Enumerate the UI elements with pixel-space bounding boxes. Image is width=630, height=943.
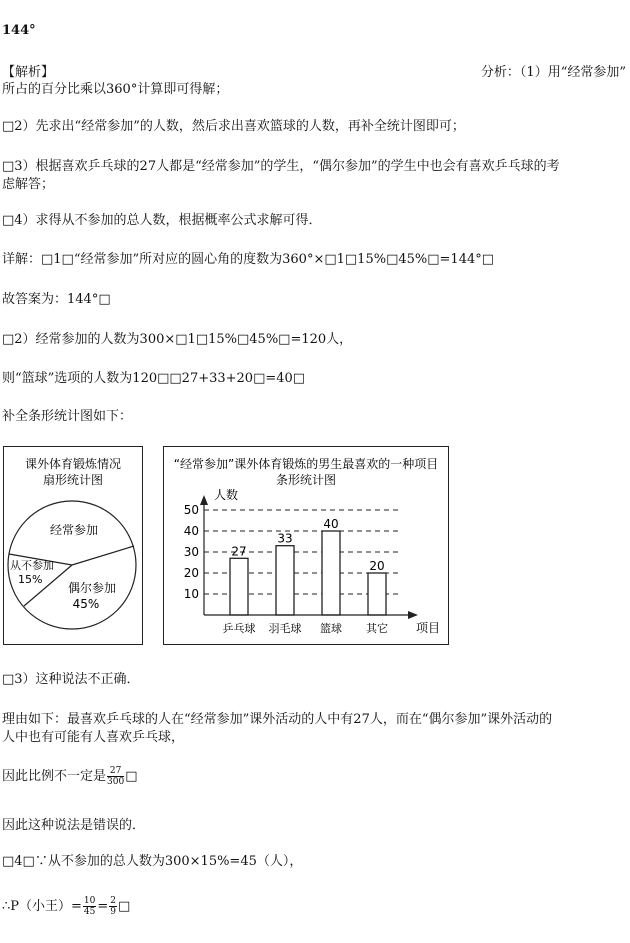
analysis-line-4: □4）求得从不参加的总人数，根据概率公式求解可得． — [2, 213, 322, 228]
fraction-2-9: $\frac{2}{9}$ — [110, 896, 117, 917]
category-label: 乒乓球 — [222, 622, 256, 635]
pie-label-often: 经常参加 — [49, 523, 99, 537]
top-answer: 144° — [2, 23, 36, 38]
bar-3 — [322, 531, 340, 615]
equals-sign: = — [97, 899, 109, 914]
bar-value-label: 40 — [323, 517, 339, 531]
analysis-line-3b: 虑解答； — [2, 177, 55, 192]
y-tick-label: 30 — [183, 545, 199, 559]
y-tick-label: 20 — [183, 566, 199, 580]
bar-chart-panel — [163, 446, 449, 645]
pie-label-sometimes: 偶尔参加 — [67, 581, 117, 595]
analysis-intro: 分析：（1）用“经常参加” — [480, 65, 626, 80]
y-tick-label: 40 — [183, 524, 199, 538]
bar-title-1: “经常参加”课外体育锻炼的男生最喜欢的一种项目 — [173, 457, 439, 471]
pie-label-never: 从不参加 — [10, 559, 54, 572]
pie-label-sometimes-pct: 45% — [72, 597, 100, 611]
detail-line-1: 详解：□1□“经常参加”所对应的圆心角的度数为360°×□1□15%□45%□=144°□ — [2, 252, 495, 267]
part3-line-2b: 人中也有可能有人喜欢乒乓球， — [2, 730, 185, 745]
bar-4 — [368, 573, 386, 615]
part3-line-4: 因此这种说法是错误的． — [2, 818, 146, 833]
category-label: 篮球 — [320, 622, 342, 635]
part4-line-2-prefix: ∴P（小王）= — [2, 899, 82, 914]
detail-line-4: 则“篮球”选项的人数为120□□27+33+20□=40□ — [2, 371, 306, 386]
detail-line-3: □2）经常参加的人数为300×□1□15%□45%□=120人， — [2, 332, 353, 347]
fraction-27-300: $\frac{27}{300}$ — [107, 766, 125, 787]
analysis-line-2: □2）先求出“经常参加”的人数，然后求出喜欢篮球的人数，再补全统计图即可； — [2, 119, 465, 134]
part4-line-1: □4□∵从不参加的总人数为300×15%=45（人）， — [2, 854, 303, 869]
bar-chart — [164, 447, 448, 644]
analysis-heading: 【解析】 — [2, 65, 55, 80]
pie-chart-panel — [3, 446, 143, 645]
category-label: 其它 — [366, 622, 388, 635]
bar-title-2: 条形统计图 — [275, 473, 337, 487]
part3-line-3-prefix: 因此比例不一定是 — [2, 769, 107, 784]
part4-line-2-suffix: □ — [118, 899, 131, 914]
y-tick-label: 50 — [183, 503, 199, 517]
part3-line-1: □3）这种说法不正确． — [2, 672, 140, 687]
pie-chart — [4, 447, 142, 644]
pie-title-1: 课外体育锻炼情况 — [24, 457, 122, 471]
analysis-line-1: 所占的百分比乘以360°计算即可得解； — [2, 82, 229, 97]
part4-line-2 — [2, 896, 130, 917]
bar-value-label: 27 — [231, 544, 247, 559]
analysis-line-3a: □3）根据喜欢乒乓球的27人都是“经常参加”的学生，“偶尔参加”的学生中也会有喜欢乒乓球的考 — [2, 159, 560, 174]
pie-label-never-pct: 15% — [18, 573, 43, 586]
part3-line-3 — [2, 766, 138, 787]
part3-line-2a: 理由如下：最喜欢乒乓球的人在“经常参加”课外活动的人中有27人，而在“偶尔参加”课外活动的 — [2, 712, 553, 727]
bar-value-label: 20 — [369, 559, 385, 573]
y-axis-label: 人数 — [214, 488, 239, 502]
x-axis-label: 项目 — [416, 621, 441, 635]
bar-1 — [230, 558, 248, 615]
part3-line-3-suffix: □ — [125, 769, 138, 784]
fraction-10-45: $\frac{10}{45}$ — [83, 896, 96, 917]
category-label: 羽毛球 — [268, 622, 302, 635]
pie-title-2: 扇形统计图 — [42, 473, 104, 487]
y-axis-arrow — [200, 495, 208, 505]
x-axis-arrow — [408, 611, 418, 619]
detail-line-5: 补全条形统计图如下： — [2, 409, 133, 424]
y-tick-label: 10 — [183, 587, 199, 601]
bar-value-label: 33 — [277, 531, 293, 546]
detail-line-2: 故答案为：144°□ — [2, 292, 111, 307]
bar-2 — [276, 546, 294, 615]
